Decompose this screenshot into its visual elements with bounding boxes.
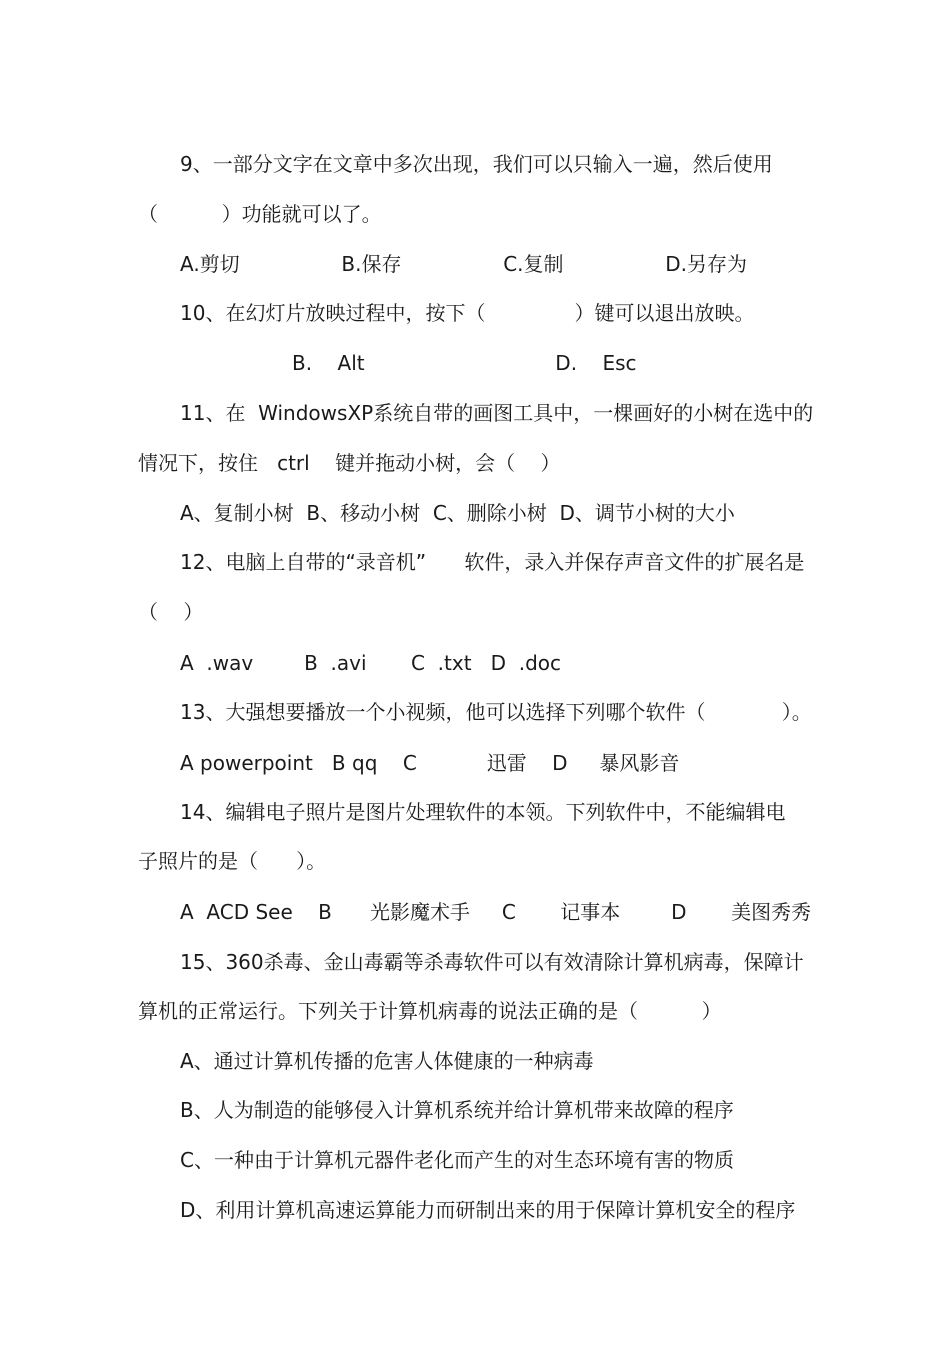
question-15-option-a: A、通过计算机传播的危害人体健康的一种病毒 [180,1049,594,1073]
question-10-options: B. Alt D. Esc [292,351,637,375]
question-15-option-c: C、一种由于计算机元器件老化而产生的对生态环境有害的物质 [180,1148,734,1172]
question-11-line-1: 11、在 WindowsXP系统自带的画图工具中，一棵画好的小树在选中的 [180,401,814,425]
question-9-line-1: 9、一部分文字在文章中多次出现，我们可以只输入一遍，然后使用 [180,152,773,176]
question-11-options: A、复制小树 B、移动小树 C、删除小树 D、调节小树的大小 [180,501,735,525]
question-9-line-2: （ ）功能就可以了。 [138,202,382,226]
question-13-line-1: 13、大强想要播放一个小视频，他可以选择下列哪个软件（ ）。 [180,700,812,724]
question-9-options: A.剪切 B.保存 C.复制 D.另存为 [180,252,748,276]
question-10-line-1: 10、在幻灯片放映过程中，按下（ ）键可以退出放映。 [180,301,755,325]
question-11-line-2: 情况下，按住 ctrl 键并拖动小树，会（ ） [138,451,561,475]
question-14-line-1: 14、编辑电子照片是图片处理软件的本领。下列软件中，不能编辑电 [180,800,786,824]
question-12-options: A .wav B .avi C .txt D .doc [180,651,562,675]
question-14-options: A ACD See B 光影魔术手 C 记事本 D 美图秀秀 [180,900,812,924]
question-15-option-d: D、利用计算机高速运算能力而研制出来的用于保障计算机安全的程序 [180,1198,796,1222]
question-12-line-2: （ ） [138,600,204,624]
question-12-line-1: 12、电脑上自带的“录音机” 软件，录入并保存声音文件的扩展名是 [180,550,805,574]
question-15-line-1: 15、360杀毒、金山毒霸等杀毒软件可以有效清除计算机病毒，保障计 [180,950,804,974]
question-13-options: A powerpoint B qq C 迅雷 D 暴风影音 [180,751,680,775]
question-15-option-b: B、人为制造的能够侵入计算机系统并给计算机带来故障的程序 [180,1098,734,1122]
question-14-line-2: 子照片的是（ ）。 [138,849,327,873]
question-15-line-2: 算机的正常运行。下列关于计算机病毒的说法正确的是（ ） [138,999,722,1023]
